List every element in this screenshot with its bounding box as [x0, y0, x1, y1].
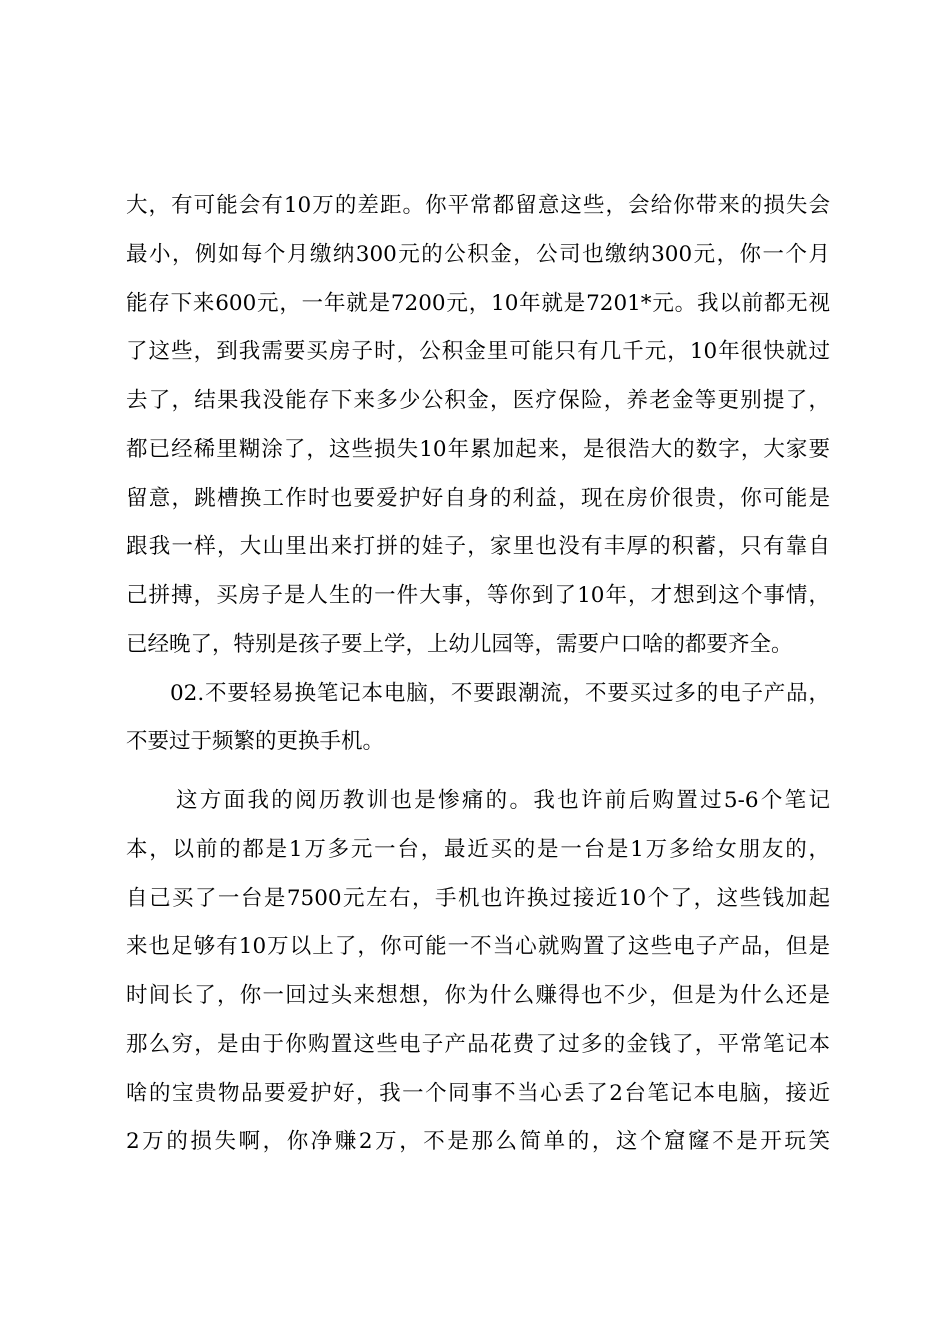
- text-line: 去了，结果我没能存下来多少公积金，医疗保险，养老金等更别提了，: [126, 388, 830, 413]
- text-line: 时间长了，你一回过头来想想，你为什么赚得也不少，但是为什么还是: [126, 983, 830, 1008]
- heading-line: 不要过于频繁的更换手机。: [126, 729, 385, 754]
- text-line: 已经晚了，特别是孩子要上学，上幼儿园等，需要户口啥的都要齐全。: [126, 632, 793, 657]
- text-line: 2万的损失啊，你净赚2万，不是那么简单的，这个窟窿不是开玩笑: [126, 1129, 830, 1154]
- text-line: 己拼搏，买房子是人生的一件大事，等你到了10年，才想到这个事情，: [126, 583, 830, 608]
- text-line: 本，以前的都是1万多元一台，最近买的是一台是1万多给女朋友的，: [126, 837, 830, 862]
- text-line: 最小，例如每个月缴纳300元的公积金，公司也缴纳300元，你一个月: [126, 242, 830, 267]
- text-line: 啥的宝贵物品要爱护好，我一个同事不当心丢了2台笔记本电脑，接近: [126, 1081, 830, 1106]
- text-line: 来也足够有10万以上了，你可能一不当心就购置了这些电子产品，但是: [126, 934, 830, 959]
- text-line: 跟我一样，大山里出来打拼的娃子，家里也没有丰厚的积蓄，只有靠自: [126, 534, 830, 559]
- text-line: 大，有可能会有10万的差距。你平常都留意这些，会给你带来的损失会: [126, 193, 830, 218]
- text-line: 这方面我的阅历教训也是惨痛的。我也许前后购置过5-6个笔记: [176, 788, 830, 813]
- text-line: 能存下来600元，一年就是7200元，10年就是7201*元。我以前都无视: [126, 291, 830, 316]
- text-line: 那么穷，是由于你购置这些电子产品花费了过多的金钱了，平常笔记本: [126, 1032, 830, 1057]
- text-line: 自己买了一台是7500元左右，手机也许换过接近10个了，这些钱加起: [126, 886, 830, 911]
- text-line: 都已经稀里糊涂了，这些损失10年累加起来，是很浩大的数字，大家要: [126, 437, 830, 462]
- text-line: 了这些，到我需要买房子时，公积金里可能只有几千元，10年很快就过: [126, 339, 830, 364]
- heading-line: 02.不要轻易换笔记本电脑，不要跟潮流，不要买过多的电子产品，: [170, 681, 830, 706]
- text-line: 留意，跳槽换工作时也要爱护好自身的利益，现在房价很贵，你可能是: [126, 486, 830, 511]
